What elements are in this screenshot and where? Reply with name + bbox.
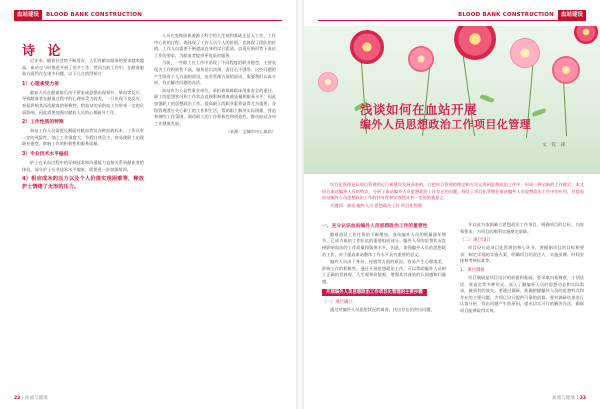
left-header-en: BLOOD BANK CONSTRUCTION bbox=[46, 12, 143, 18]
flower bbox=[454, 26, 496, 60]
right-column-1 bbox=[322, 222, 446, 314]
right-para-2: 编外人员由于身份、待遇等方面的原因，容易产生心理落差，影响工作的积极性。通过开展思想政治工作，可以帮助编外人员树立正确的世界观、人生观和价值观，增强其对血站的认同感和归属感。 bbox=[322, 259, 446, 284]
right-para-1: 随着血站工作任务的不断增加，血站编外人员的数量逐年增多，已成为血站工作队伍的重要组成部分。编外人员的思想状况直接影响血站的工作质量和服务水平，因此，加强编外人员的思想政治工作，对于提高血站整体工作水平具有重要的意义。 bbox=[322, 231, 446, 257]
right-header-rule bbox=[318, 20, 586, 21]
article-title bbox=[360, 102, 595, 132]
flower bbox=[350, 30, 384, 64]
right-footer: 血液与健康 | 23 bbox=[552, 396, 586, 401]
article-source: （来源：宝城市中心血站） bbox=[225, 129, 276, 135]
left-page bbox=[0, 0, 296, 409]
abstract-keywords: 关键词：血站 编外人员 思想政治工作 项目化管理 bbox=[330, 202, 422, 208]
flower bbox=[318, 72, 338, 92]
right-footer-text: 血液与健康 bbox=[552, 396, 576, 401]
left-col2-para-2: 当前，一些职工在工作中出现了不同程度的职业倦怠，主要表现为工作积极性不高、服务意识淡薄、责任心不强等。这些问题的产生既有个人方面的原因，也有管理方面的原因，需要我们认真分析，找出解决问题的办法。 bbox=[154, 60, 276, 86]
left-footer: 22 | 血液与健康 bbox=[14, 396, 48, 401]
article-author: 文 钦 锋 bbox=[542, 143, 567, 148]
left-header-box: 血站建设 bbox=[14, 10, 42, 20]
hero-flower-image bbox=[304, 26, 600, 174]
left-footer-text: 血液与健康 bbox=[24, 396, 48, 401]
right-header bbox=[458, 10, 586, 20]
spread-gutter bbox=[296, 0, 304, 409]
right-col2-para-3: 项目调研是项目设计的前提和基础，要采取问卷调查、个别谈话、座谈会等多种形式，深入了解编外人员的思想动态和实际需求，做到有的放矢。要通过调研，准确把握编外人员的思想特点和存在的主要问题，为项目设计提供可靠的依据。要对调研结果进行认真分析，找出问题产生的原因，提出切实可行的解决办法，确保项目能够取得实效。 bbox=[460, 274, 584, 313]
left-column-2 bbox=[154, 33, 276, 136]
article-abstract bbox=[322, 182, 584, 209]
article-title-line-1: 浅谈如何在血站开展 bbox=[360, 102, 478, 117]
left-para-1: 献血人员在献血前后由于紧张或恐惧出现晕针、晕血等反应，导致献血者在献血过程中的心理承受力较差，一旦出现不良反应，容易影响其再次献血的积极性，给血站的采供血工作带来一定的负面影响，因此需要加强对献血人员的心理疏导工作。 bbox=[22, 89, 144, 115]
section-heading-1: 一、充分认识血站编外人员思想政治工作的重要性 bbox=[322, 224, 428, 229]
section-bar-heading: 开展编外人员思想政治工作项目化管理的主要步骤 bbox=[322, 289, 427, 296]
flower bbox=[510, 38, 540, 68]
left-para-2: 血站工作人员需要长期面对献血者及各种血液标本，工作具有一定的风险性，加之工作强度大、节假日休息少，容易使职工出现职业倦怠，影响工作的积极性和服务质量。 bbox=[22, 128, 144, 147]
right-page bbox=[304, 0, 600, 409]
left-column-1 bbox=[22, 58, 144, 192]
right-col2-para-2: 项目设计是项目化管理的核心环节，要根据项目的目标和要求，制定详细的实施方案，明确项目的责任人、实施步骤、时间安排和考核标准等。 bbox=[460, 245, 584, 264]
abstract-text: 项目化管理是从项目管理的运行和建设发展而来的，它把项目管理的理念和方法运用到思想政治工作中，形成一种全新的工作模式。本文结合血站编外人员的特点，分析了血站编外人员思想政治工作存在的问题，探讨了项目化管理在血站编外人员思想政治工作中的应用，对提高血站编外人员思想政治工作的针对性和实效性具有一定的借鉴意义。 bbox=[322, 182, 584, 201]
right-column-2 bbox=[460, 222, 584, 316]
article-title-line-2: 编外人员思想政治工作项目化管理 bbox=[360, 118, 531, 131]
left-page-title: 诗 论 bbox=[22, 44, 65, 59]
flower bbox=[574, 26, 598, 44]
flower bbox=[408, 46, 434, 72]
left-para-3: 护士在采血过程中的穿刺技术和沟通能力直接关系到献血者的体验，部分护士专业技术水平偏低，需要进一步加强培训。 bbox=[22, 159, 144, 172]
right-para-3: 通过对编外人员思想状况的调查，找出存在的突出问题， bbox=[330, 306, 435, 312]
right-header-en: BLOOD BANK CONSTRUCTION bbox=[457, 12, 554, 18]
left-heading-4: 4）相应成本的压力以及个人价值实现困难等，释放护士情绪了无形的压力。 bbox=[22, 176, 144, 190]
subsection-project-setup: （一）项目确立 bbox=[322, 299, 353, 305]
left-header bbox=[14, 10, 142, 20]
left-heading-2: 2）工作性质的特殊 bbox=[22, 120, 64, 126]
right-page-number: 23 bbox=[579, 396, 586, 401]
flower bbox=[552, 56, 580, 84]
subsection-project-research: 1．项目调研 bbox=[460, 267, 485, 273]
right-header-box: 血站建设 bbox=[558, 10, 586, 20]
left-col2-para-3: 血站作为公益性事业单位，承担着保障临床用血安全的重任。职工的思想状况和工作状态直接影响着血液质量和服务水平，因此加强职工的思想政治工作，提高职工的职业素养显得尤为重要。各级管理者应关心职工的工作和生活，帮助职工解决实际困难，营造和谐的工作氛围，调动职工的工作积极性和创造性，推动血站各项工作健康发展。 bbox=[154, 87, 276, 126]
right-col2-para-1: 并以此为依据确立思想政治工作项目，明确项目的目标、内容和要求，为项目的顺利实施奠定基础。 bbox=[460, 222, 584, 234]
subsection-project-design: （二）项目设计 bbox=[460, 238, 491, 244]
left-heading-3: 3）专业技术水平偏低 bbox=[22, 151, 69, 157]
left-page-number: 22 bbox=[14, 396, 21, 401]
left-header-rule bbox=[14, 20, 282, 21]
left-heading-1: 1）心理承受力差 bbox=[22, 81, 59, 87]
left-col2-para-1: 人员在变换原血液源于科学的人生观和基础正征入工作，工作中心价的过程，既体现了工作人员个人的价值，也体现了团队的价值。工作人员需要不断提高自身的综合素质，以适应新形势下血站工作的要求，为献血者提供更优质的服务。 bbox=[154, 33, 276, 58]
left-intro: 近年来，随着社会的不断进步，人们对献血服务的要求越来越高，血站也与时俱进开展了很多工作。然而当前工作中，在献血服务方面仍存在诸多问题，以下几点值得探讨： bbox=[22, 58, 144, 77]
